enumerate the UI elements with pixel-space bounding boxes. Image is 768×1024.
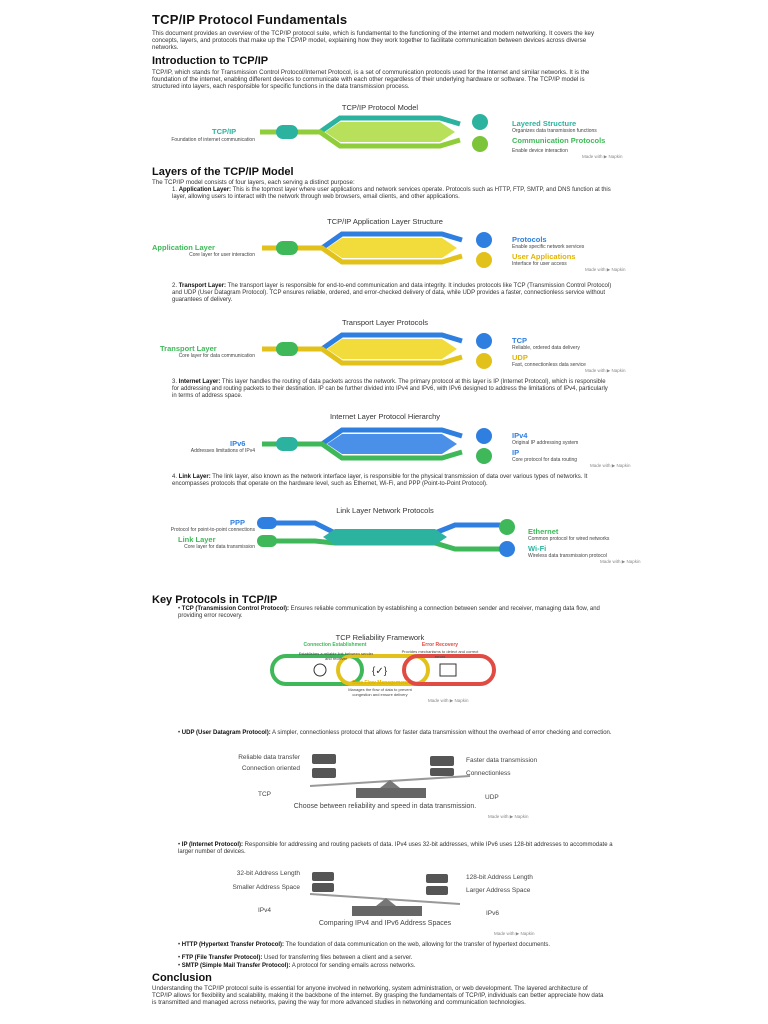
fig7-l1: Reliable data transfer (238, 754, 300, 761)
fig4-left-desc: Addresses limitations of IPv4 (190, 448, 255, 454)
fig4-r2-label: IP (512, 448, 520, 457)
layer-item-1-num: 1. (172, 187, 178, 193)
fig1-r1-desc: Organizes data transmission functions (512, 128, 597, 134)
fig5-r1-label: Ethernet (528, 527, 559, 536)
layer-item-3-num: 3. (172, 379, 178, 385)
fig1-r2-label: Communication Protocols (512, 136, 606, 145)
layer-item-3-text: This layer handles the routing of data packets across the network. The primary protocol at this layer is IP (Internet Protocol), which is responsible for addressing and routing packets to their destination. IP can be further divided into IPv4 and IPv6, with IPv6 designed to address the limitations of IPv4, particularly in terms of address space. (172, 379, 608, 399)
fig1-title: TCP/IP Protocol Model (341, 103, 419, 112)
key-item-ip-name: IP (Internet Protocol): (181, 842, 244, 848)
key-protocols-heading: Key Protocols in TCP/IP (152, 594, 278, 606)
fig2-r2-desc: Interface for user access (512, 261, 567, 267)
key-item-tcp-name: TCP (Transmission Control Protocol): (181, 606, 290, 612)
fig6-c3-desc: Manages the flow of data to prevent congestion and ensure delivery (348, 687, 412, 697)
key-item-smtp-text: A protocol for sending emails across networks. (290, 963, 416, 969)
fig4-left-label: IPv6 (230, 439, 246, 448)
fig5-made-with: Made with ▶ Napkin (600, 559, 641, 564)
fig3-left-label: Transport Layer (160, 344, 217, 353)
fig6-c2-desc: Provides mechanisms to detect and correct errors (401, 649, 479, 659)
fig5-diagram (255, 515, 525, 561)
fig2-title: TCP/IP Application Layer Structure (327, 217, 443, 226)
fig8-l2: Smaller Address Space (232, 884, 300, 891)
key-item-ftp-name: FTP (File Transfer Protocol): (181, 955, 263, 961)
layers-heading: Layers of the TCP/IP Model (152, 166, 294, 178)
fig8-l3: IPv4 (258, 907, 272, 914)
fig5-title: Link Layer Network Protocols (336, 506, 434, 515)
fig1-diagram (260, 112, 520, 156)
layer-item-3-name: Internet Layer: (178, 379, 221, 385)
layer-item-2-text: The transport layer is responsible for end-to-end communication and data integrity. It includes protocols like TCP (Transmission Control Protocol) and UDP (User Datagram Protocol). TCP ensures reliable, ordered, and error-checked delivery of data, while UDP provides a faster, connectionless service without guarantees of delivery. (172, 283, 612, 303)
key-item-tcp: • TCP (Transmission Control Protocol): Ensures reliable communication by establishing a connection between sender and receiver, managing data flow, and providing error recovery. (178, 606, 600, 619)
fig4-r1-desc: Original IP addressing system (512, 440, 579, 446)
key-item-ip-text: Responsible for addressing and routing packets of data. IPv4 uses 32-bit addresses, while IPv6 uses 128-bit addresses to accommodate a larger number of devices. (178, 842, 613, 855)
fig1-r1-label: Layered Structure (512, 119, 577, 128)
fig2-left-desc: Core layer for user interaction (189, 252, 255, 258)
fig6-c2-label: Error Recovery (421, 642, 459, 648)
fig4-r2-desc: Core protocol for data routing (512, 457, 578, 463)
fig6-made-with: Made with ▶ Napkin (428, 698, 469, 703)
layer-item-1-name: Application Layer: (178, 187, 232, 193)
key-item-udp: • UDP (User Datagram Protocol): A simpler, connectionless protocol that allows for faster data transmission without the overhead of error checking and correction. (178, 730, 612, 736)
layer-item-2-name: Transport Layer: (178, 283, 227, 289)
layer-item-2-num: 2. (172, 283, 178, 289)
fig3-made-with: Made with ▶ Napkin (585, 368, 626, 373)
fig2-r1-label: Protocols (512, 235, 547, 244)
page-title: TCP/IP Protocol Fundamentals (152, 12, 348, 27)
fig6-title: TCP Reliability Framework (335, 633, 425, 642)
layer-item-4-text: The link layer, also known as the network interface layer, is responsible for the physical transmission of data over various types of networks. It encompasses protocols that operate on the hardware level, such as Ethernet, Wi-Fi, and PPP (Point-to-Point Protocol). (172, 474, 588, 487)
fig3-title: Transport Layer Protocols (341, 318, 428, 327)
svg-text:{✓}: {✓} (372, 666, 388, 677)
fig7-r3: UDP (485, 794, 499, 801)
fig5-l1-label: PPP (230, 518, 246, 527)
fig2-left-label: Application Layer (152, 243, 215, 252)
key-item-ftp: • FTP (File Transfer Protocol): Used for transferring files between a client and a server. (178, 955, 413, 961)
fig8-r3: IPv6 (486, 910, 500, 917)
fig7-caption: Choose between reliability and speed in data transmission. (293, 803, 477, 810)
fig5-l1-desc: Protocol for point-to-point connections (170, 527, 255, 533)
fig7-r1: Faster data transmission (466, 757, 538, 764)
fig8-seesaw (300, 868, 470, 918)
fig1-r2-desc: Enable device interaction (512, 148, 568, 154)
fig5-r1-desc: Common protocol for wired networks (528, 536, 610, 542)
fig6-c1-desc: Establishes a reliable link between sender and receiver (298, 651, 374, 661)
fig8-made-with: Made with ▶ Napkin (494, 931, 535, 936)
layer-item-1-text: This is the topmost layer where user applications and network services operate. Protocols such as HTTP, FTP, SMTP, and DNS function at this layer, allowing users to interact with the network through web browsers, email clients, and other applications. (172, 187, 611, 200)
key-item-udp-name: UDP (User Datagram Protocol): (181, 730, 271, 736)
fig6-c3-label: Data Flow Management (352, 680, 408, 686)
fig7-made-with: Made with ▶ Napkin (488, 814, 529, 819)
fig3-r1-label: TCP (512, 336, 527, 345)
fig3-r2-label: UDP (512, 353, 528, 362)
layers-intro: The TCP/IP model consists of four layers, each serving a distinct purpose: (152, 179, 355, 186)
key-item-http-name: HTTP (Hypertext Transfer Protocol): (181, 942, 285, 948)
fig6-c1-label: Connection Establishment (303, 642, 367, 648)
layer-item-4-num: 4. (172, 474, 178, 480)
fig8-l1: 32-bit Address Length (236, 870, 300, 877)
key-item-ip: • IP (Internet Protocol): Responsible for addressing and routing packets of data. IPv4 uses 32-bit addresses, while IPv6 uses 128-bit addresses to accommodate a larger number of devices. (178, 842, 613, 855)
fig3-r1-desc: Reliable, ordered data delivery (512, 345, 580, 351)
fig7-l3: TCP (258, 791, 271, 798)
fig7-seesaw (300, 752, 480, 802)
fig1-left-desc: Foundation of internet communication (171, 137, 255, 143)
key-item-ftp-text: Used for transferring files between a client and a server. (262, 955, 413, 961)
fig7-l2: Connection oriented (241, 765, 300, 772)
conclusion-heading: Conclusion (152, 972, 212, 984)
fig4-r1-label: IPv4 (512, 431, 528, 440)
fig5-l2-desc: Core layer for data transmission (184, 544, 255, 550)
key-item-tcp-text: Ensures reliable communication by establishing a connection between sender and receiver, managing data flow, and providing error recovery. (178, 606, 600, 619)
layer-item-4-name: Link Layer: (178, 474, 211, 480)
fig4-made-with: Made with ▶ Napkin (590, 463, 631, 468)
key-item-http-text: The foundation of data communication on the web, allowing for the transfer of hypertext documents. (284, 942, 551, 948)
fig4-title: Internet Layer Protocol Hierarchy (329, 412, 441, 421)
fig8-r1: 128-bit Address Length (466, 874, 533, 881)
key-item-smtp: • SMTP (Simple Mail Transfer Protocol): A protocol for sending emails across networks. (178, 963, 416, 969)
intro-body: TCP/IP, which stands for Transmission Control Protocol/Internet Protocol, is a set of communication protocols used for the Internet and similar networks. It is the foundation of the internet, enabling different devices to communicate with each other regardless of their underlying hardware or software. The TCP/IP model is structured into layers, each responsible for specific functions in the data transmission process. (152, 69, 590, 90)
key-item-smtp-name: SMTP (Simple Mail Transfer Protocol): (181, 963, 291, 969)
fig8-r2: Larger Address Space (466, 887, 531, 894)
conclusion-body: Understanding the TCP/IP protocol suite is essential for anyone involved in networking, system administration, or web development. The layered architecture of TCP/IP allows for flexibility and scalability, making it the backbone of the internet. By grasping the fundamentals of TCP/IP, individuals can better appreciate how data is transmitted and managed across networks, paving the way for more advanced studies in networking and communication technologies. (152, 985, 604, 1006)
fig2-diagram (262, 228, 512, 272)
fig2-r2-label: User Applications (512, 252, 576, 261)
fig3-diagram (262, 329, 512, 373)
fig1-made-with: Made with ▶ Napkin (582, 154, 623, 159)
intro-heading: Introduction to TCP/IP (152, 55, 269, 67)
layer-item-3 (172, 379, 612, 400)
layer-item-4 (172, 474, 612, 488)
fig7-r2: Connectionless (466, 770, 511, 777)
fig8-caption: Comparing IPv4 and IPv6 Address Spaces (318, 920, 452, 927)
fig5-l2-label: Link Layer (178, 535, 216, 544)
fig4-diagram (262, 424, 512, 468)
fig2-r1-desc: Enable specific network services (512, 244, 585, 250)
layer-item-2 (172, 283, 612, 304)
fig3-left-desc: Core layer for data communication (178, 353, 255, 359)
fig5-r2-desc: Wireless data transmission protocol (528, 553, 607, 559)
layer-item-1 (172, 187, 612, 201)
fig1-left-label: TCP/IP (212, 127, 237, 136)
intro-paragraph: This document provides an overview of the TCP/IP protocol suite, which is fundamental to the functioning of the internet and modern networking. It covers the key concepts, layers, and protocols that make up the TCP/IP model, explaining how they work together to facilitate communication between devices across diverse networks. (152, 30, 595, 51)
fig2-made-with: Made with ▶ Napkin (585, 267, 626, 272)
key-item-http: • HTTP (Hypertext Transfer Protocol): The foundation of data communication on the web, allowing for the transfer of hypertext documents. (178, 942, 551, 948)
key-item-udp-text: A simpler, connectionless protocol that allows for faster data transmission without the overhead of error checking and correction. (270, 730, 612, 736)
fig5-r2-label: Wi-Fi (528, 544, 547, 553)
fig3-r2-desc: Fast, connectionless data service (512, 362, 586, 368)
